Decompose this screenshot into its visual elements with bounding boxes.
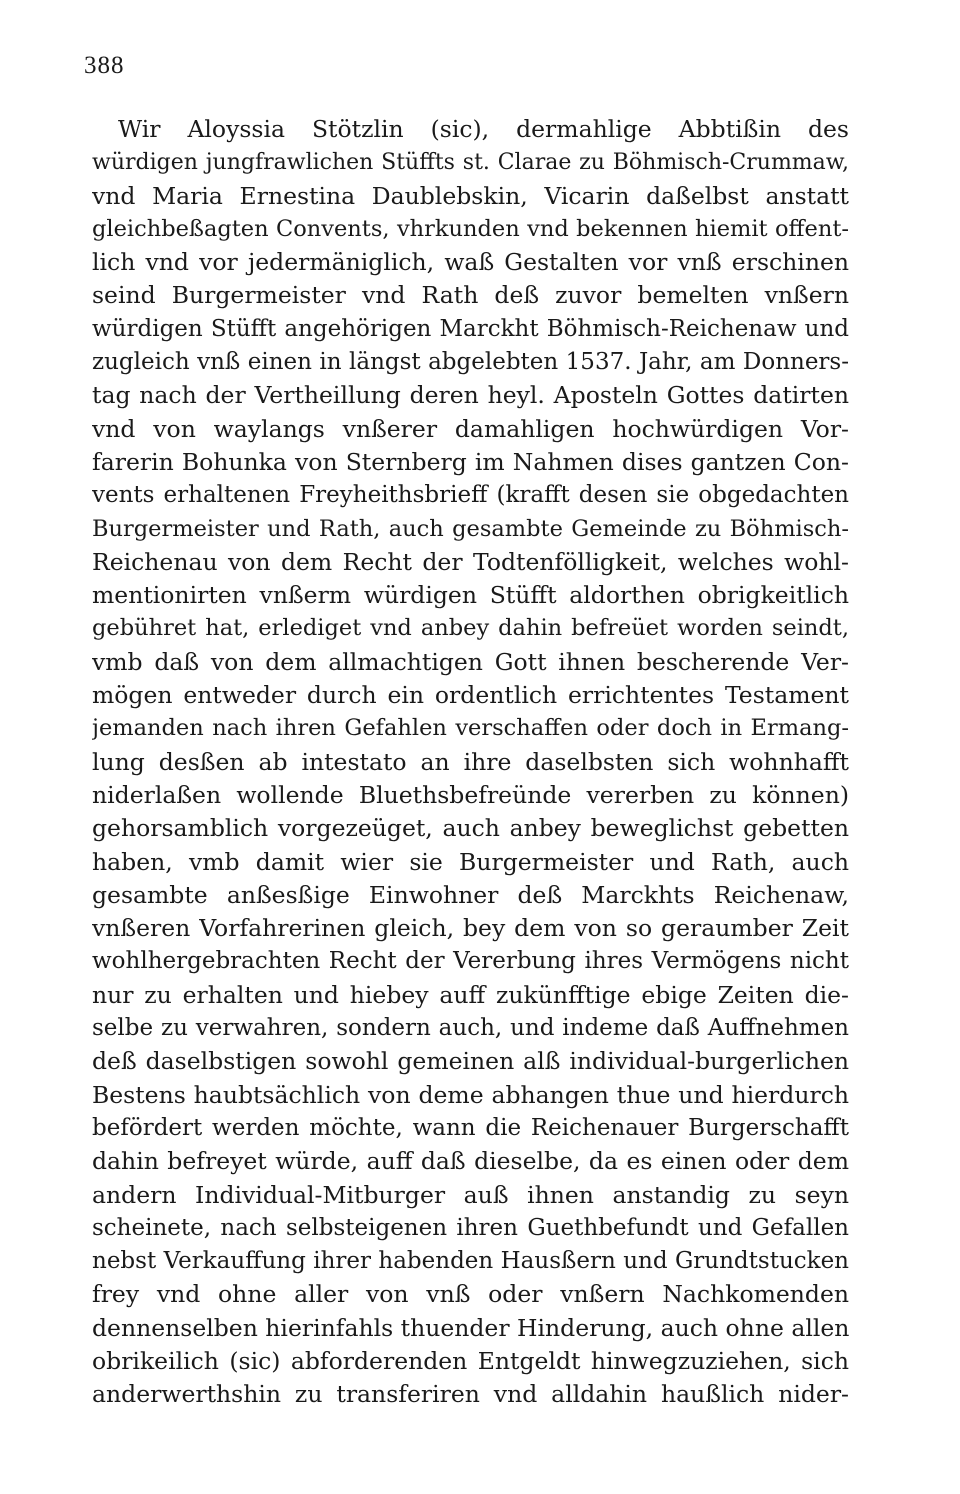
text-line: Burgermeister und Rath, auch gesambte Gemeinde zu Böhmisch- (92, 515, 849, 542)
text-line: selbe zu verwahren, sondern auch, und indeme daß Auffnehmen (92, 1015, 849, 1042)
text-line: scheinete, nach selbsteigenen ihren Guethbefundt und Gefallen (92, 1214, 849, 1241)
text-line: vnßeren Vorfahrerinen gleich, bey dem von so geraumber Zeit (92, 914, 849, 943)
text-line: deß daselbstigen sowohl gemeinen alß individual-burgerlichen (92, 1047, 849, 1076)
text-line: gesambte anßesßige Einwohner deß Marckhts Reichenaw, (92, 880, 849, 909)
text-line: würdigen jungfrawlichen Stüffts st. Clarae zu Böhmisch-Crummaw, (92, 150, 849, 176)
text-line: nur zu erhalten und hiebey auff zukünfftige ebige Zeiten die- (92, 980, 849, 1009)
text-line: vnd von waylangs vnßerer damahligen hochwürdigen Vor- (92, 414, 849, 443)
text-line: lich vnd vor jedermäniglich, waß Gestalten vor vnß erschinen (92, 248, 849, 277)
text-line: zugleich vnß einen in längst abgelebten 1537. Jahr, am Donners- (92, 349, 849, 376)
text-line: Wir Aloyssia Stötzlin (sic), dermahlige Abbtißin des (118, 115, 849, 143)
text-line: niderlaßen wollende Bluethsbefreünde vererben zu können) (92, 780, 849, 809)
text-line: dennenselben hierinfahls thuender Hinderung, auch ohne allen (92, 1313, 849, 1342)
text-line: haben, vmb damit wier sie Burgermeister und Rath, auch (92, 847, 849, 876)
text-line: würdigen Stüfft angehörigen Marckht Böhmisch-Reichenaw und (92, 315, 849, 342)
text-line: andern Individual-Mitburger auß ihnen anstandig zu seyn (92, 1180, 849, 1209)
text-line: nebst Verkauffung ihrer habenden Hausßern und Grundtstucken (92, 1248, 849, 1275)
text-line: obrikeilich (sic) abforderenden Entgeldt hinwegzuziehen, sich (92, 1346, 849, 1375)
text-line: gleichbeßagten Convents, vhrkunden vnd bekennen hiemit offent- (92, 215, 849, 242)
text-line: vents erhaltenen Freyheithsbrieff (krafft desen sie obgedachten (92, 482, 849, 509)
text-line: anderwerthshin zu transferiren vnd alldahin haußlich nider- (92, 1380, 849, 1409)
text-line: tag nach der Vertheillung deren heyl. Aposteln Gottes datirten (92, 381, 849, 410)
text-line: gehorsamblich vorgezeüget, auch anbey beweglichst gebetten (92, 814, 849, 843)
text-line: vnd Maria Ernestina Daublebskin, Vicarin daßelbst anstatt (92, 181, 849, 210)
text-line: mögen entweder durch ein ordentlich errichtentes Testament (92, 681, 849, 710)
text-line: gebühret hat, erlediget vnd anbey dahin befreüet worden seindt, (92, 615, 849, 642)
text-line: dahin befreyet würde, auff daß dieselbe, da es einen oder dem (92, 1147, 849, 1176)
body-text (92, 113, 849, 1412)
text-line: Reichenau von dem Recht der Todtenfölligkeit, welches wohl- (92, 547, 849, 576)
text-line: jemanden nach ihren Gefahlen verschaffen oder doch in Ermang- (92, 715, 849, 742)
text-line: lung desßen ab intestato an ihre daselbsten sich wohnhafft (92, 747, 849, 776)
page-number: 388 (84, 52, 125, 79)
text-line: wohlhergebrachten Recht der Vererbung ihres Vermögens nicht (92, 948, 849, 975)
text-line: farerin Bohunka von Sternberg im Nahmen dises gantzen Con- (92, 447, 849, 476)
text-line: vmb daß von dem allmachtigen Gott ihnen bescherende Ver- (92, 647, 849, 676)
text-line: mentionirten vnßerm würdigen Stüfft aldorthen obrigkeitlich (92, 581, 849, 610)
text-line: frey vnd ohne aller von vnß oder vnßern Nachkomenden (92, 1280, 849, 1309)
text-line: befördert werden möchte, wann die Reichenauer Burgerschafft (92, 1114, 849, 1141)
text-line: Bestens haubtsächlich von deme abhangen thue und hierdurch (92, 1080, 849, 1109)
text-line: seind Burgermeister vnd Rath deß zuvor bemelten vnßern (92, 281, 849, 310)
